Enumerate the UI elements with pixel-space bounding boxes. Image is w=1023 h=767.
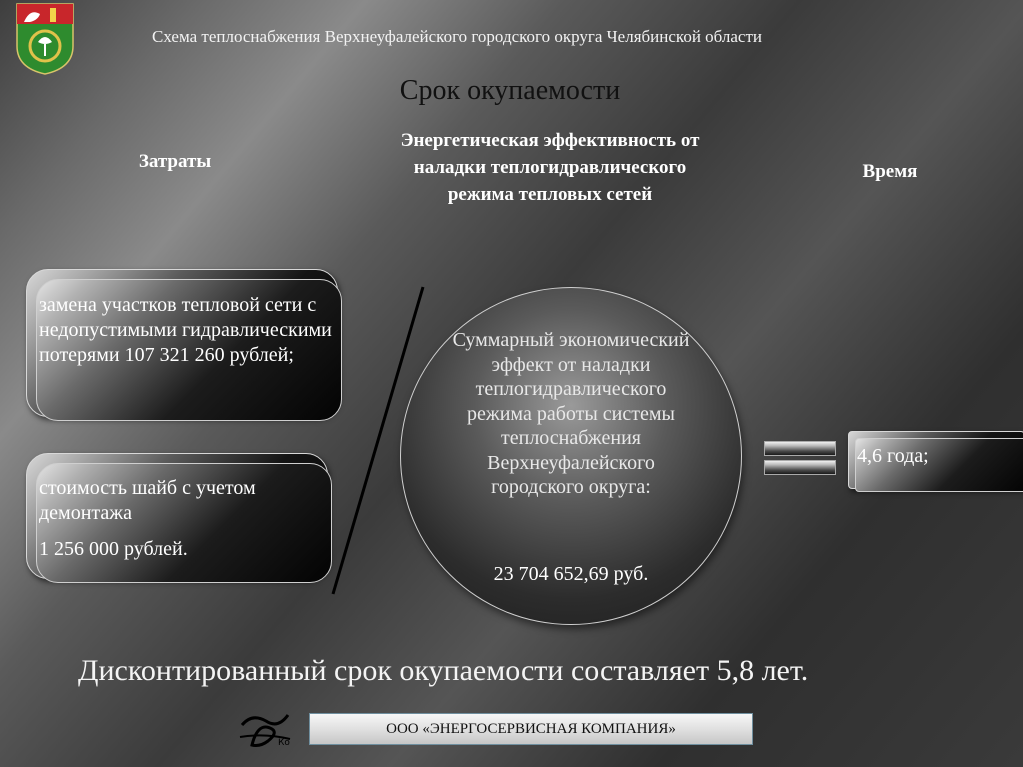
- company-logo-icon: [238, 705, 294, 749]
- slide-title: Срок окупаемости: [399, 75, 621, 106]
- cost-box-washers: [26, 453, 328, 579]
- cost-box-pipe-replacement: [26, 269, 338, 417]
- header-title: Схема теплоснабжения Верхнеуфалейского городского округа Челябинской области: [152, 27, 762, 46]
- company-name-bar: ООО «ЭНЕРГОСЕРВИСНАЯ КОМПАНИЯ»: [309, 713, 753, 745]
- svg-text:Ко: Ко: [278, 738, 290, 748]
- economic-effect-circle: [400, 287, 742, 625]
- cost-washers-text: стоимость шайб с учетом демонтажа: [39, 477, 256, 524]
- economic-effect-value: 23 704 652,69 руб.: [493, 563, 649, 585]
- payback-time-box: [848, 431, 1023, 489]
- time-heading: Время: [862, 161, 918, 182]
- energy-efficiency-heading: Энергетическая эффективность от наладки теплогидравлического режима тепловых сетей: [400, 130, 700, 205]
- coat-of-arms-icon: [14, 2, 76, 75]
- cost-washers-value: 1 256 000 рублей.: [39, 538, 188, 560]
- payback-time-value: 4,6 года;: [857, 445, 929, 467]
- costs-heading: Затраты: [138, 151, 212, 172]
- economic-effect-text: Суммарный экономический эффект от наладки теплогидравлического режима работы системы теплоснабжения Верхнеуфалейского городского округа:: [452, 329, 690, 498]
- equals-sign-top-bar: [764, 441, 836, 456]
- equals-sign-bottom-bar: [764, 460, 836, 475]
- conclusion-text: Дисконтированный срок окупаемости составляет 5,8 лет.: [78, 654, 809, 687]
- cost-pipe-replacement-text: замена участков тепловой сети с недопустимыми гидравлическими потерями 107 321 260 рублей;: [39, 294, 332, 366]
